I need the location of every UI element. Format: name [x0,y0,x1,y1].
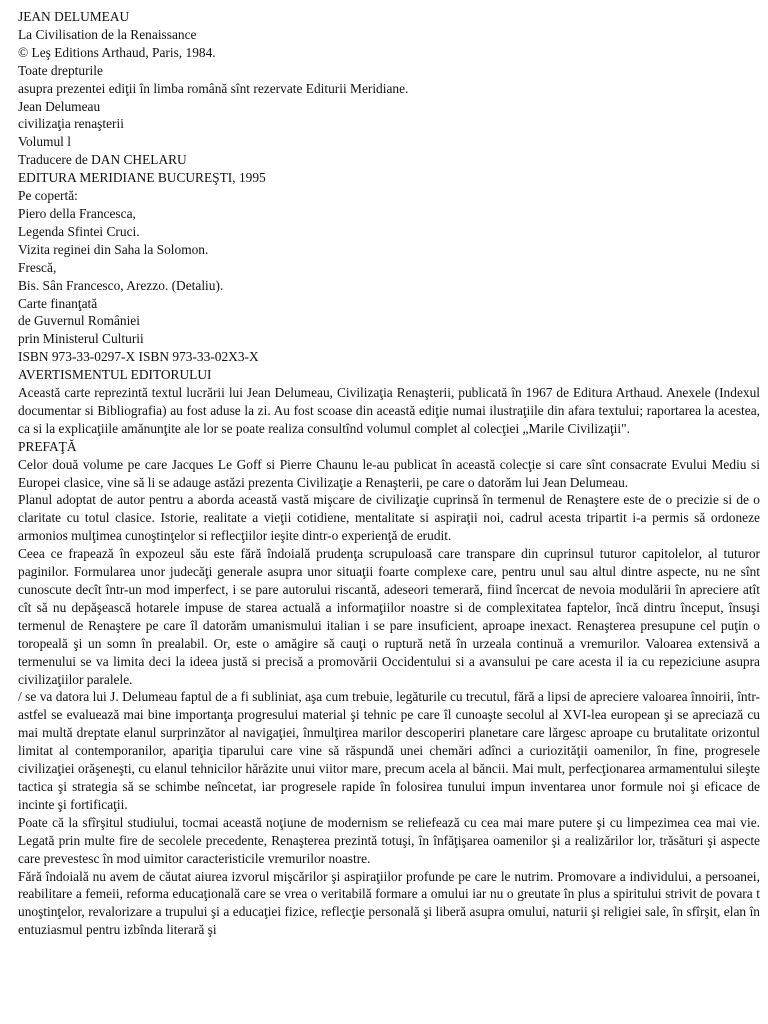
preface-paragraph: Poate că la sfîrşitul studiului, tocmai această noţiune de modernism se reliefează cu cea mai mare putere şi cu limpezimea cea mai vie. Legată prin multe fire de secolele precedente, Renaşterea prezintă totuşi, în înfăţişarea oamenilor şi a realizărilor lor, trăsături şi aspecte care prevestesc în mod uimitor caracteristicile vremurilor noastre. [18,814,760,866]
preface-body [18,456,760,939]
cover-scene: Vizita reginei din Saha la Solomon. [18,241,209,257]
original-title: La Civilisation de la Renaissance [18,26,197,42]
preface-paragraph: Planul adoptat de autor pentru a aborda această vastă mişcare de civilizaţie cuprinsă în termenul de Renaştere este de o precizie si de o claritate cu totul clasice. Istorie, realitate a vieţii cotidiene, mentalitate si aspiraţii noi, cadrul acesta tripartit i-a permis să ordoneze armonios mulţimea cunoştinţelor si reflecţiilor ieşite dintr-o experienţă de erudit. [18,492,760,544]
publisher-line: EDITURA MERIDIANE BUCUREŞTI, 1995 [18,170,266,186]
cover-work: Legenda Sfintei Cruci. [18,223,140,239]
author-name-ro: Jean Delumeau [18,98,101,114]
preface-paragraph: Celor două volume pe care Jacques Le Goff si Pierre Chaunu le-au publicat în această colecţie si care sînt consacrate Evului Mediu si Europei clasice, vine să li se adauge astăzi prezenta Civilizaţie a Renaşterii, pe care o datorăm lui Jean Delumeau. [18,456,760,490]
preface-heading: PREFAŢĂ [18,438,77,454]
rights-line-1: Toate drepturile [18,62,103,78]
funding-line-1: Carte finanţată [18,295,98,311]
translator-line: Traducere de DAN CHELARU [18,152,187,168]
author-name: JEAN DELUMEAU [18,9,130,24]
document-page [18,8,760,939]
cover-location: Bis. Sân Francesco, Arezzo. (Detaliu). [18,277,224,293]
volume-label: Volumul l [18,134,71,150]
preface-paragraph: / se va datora lui J. Delumeau faptul de a fi subliniat, aşa cum trebuie, legăturile cu trecutul, fără a lipsi de apreciere valoarea înnoirii, într-astfel se evaluează mai bine importanţa progresului material şi tehnic pe care îl cunoaşte secolul al XVI-lea european şi se apreciază cu mai multă dreptate elanul surprinzător al navigaţiei, înmulţirea marilor descoperiri planetare care lărgesc aproape cu brutalitate orizontul limitat al contemporanilor, apariţia tiparului care vine să răspundă unei chemări adînci a curiozităţii oamenilor, în fine, progresele civilizaţiei orăşeneşti, cu elanul tehnicilor hărăzite unui viitor mare, precum acela al băncii. Mai mult, perfecţionarea armamentului sileşte tactica şi strategia să se schimbe neîncetat, iar progresele rapide în folosirea tunului impun inventarea unor formule noi şi eficace de incinte şi fortificaţii. [18,689,760,812]
cover-label: Pe copertă: [18,188,78,204]
isbn-line: ISBN 973-33-0297-X ISBN 973-33-02X3-X [18,349,259,365]
preface-paragraph: Fără îndoială nu avem de căutat aiurea izvorul mişcărilor şi aspiraţiilor profunde pe care le nutrim. Promovare a individului, a persoanei, reabilitare a femeii, reforma educaţională care se vrea o veritabilă formare a omului iar nu o greutate în plus a spiritului strivit de povara t unoştinţelor, revalorizare a trupului şi a educaţiei fizice, reflecţie personală şi liberă asupra omului, naturii şi religiei sale, în sfîrşit, elan în entuziasmul pentru izbînda literară şi [18,868,760,938]
preface-paragraph: Ceea ce frapează în expozeul său este fără îndoială prudenţa scrupuloasă care transpare din cuprinsul tuturor capitolelor, al tuturor paginilor. Formularea unor judecăţi generale asupra unor situaţii foarte complexe care, pentru unul sau altul dintre aspecte, nu ne sînt cunoscute decît într-un mod imperfect, i se pare autorului riscantă, adeseori temerară, fiind încercat de nevoia modulării în apreciere atît cît să nu depăşească hotarele impuse de starea actuală a informaţiilor noastre si de complexitatea faptelor, încă dintru început, însuşi termenul de Renaştere pe care îl datorăm umanismului italian i se pare insuficient, aproape inexact. Renaşterea presupune cel puţin o toropeală şi un somn în prealabil. Or, este o amăgire să cauţi o ruptură netă în urzeala continuă a vremurilor. Valoarea extensivă a termenului se va limita deci la ideea justă si precisă a promovării Occidentului si a avansului pe care acesta il ia cu repeziciune asupra civilizaţiilor paralele. [18,546,760,687]
copyright-line: © Leş Editions Arthaud, Paris, 1984. [18,44,216,60]
cover-medium: Frescă, [18,259,57,275]
romanian-title: civilizaţia renaşterii [18,116,124,132]
front-matter [18,8,760,384]
editor-note-heading: AVERTISMENTUL EDITORULUI [18,367,212,383]
funding-line-2: de Guvernul României [18,313,140,329]
rights-line-2: asupra prezentei ediţii în limba română sînt rezervate Editurii Meridiane. [18,80,409,96]
funding-line-3: prin Ministerul Culturii [18,331,144,347]
editor-note-paragraph: Această carte reprezintă textul lucrării lui Jean Delumeau, Civilizaţia Renaşterii, publicată în 1967 de Editura Arthaud. Anexele (Indexul documentar si Bibliografia) au fost aduse la zi. Au fost scoase din această ediţie numai ilustraţiile din afara textului; raportarea la acestea, ca si la explicaţiile amănunţite ale lor se poate realiza consultînd volumul complet al colecţiei „Marile Civilizaţii". [18,385,760,436]
cover-artist: Piero della Francesca, [18,205,136,221]
